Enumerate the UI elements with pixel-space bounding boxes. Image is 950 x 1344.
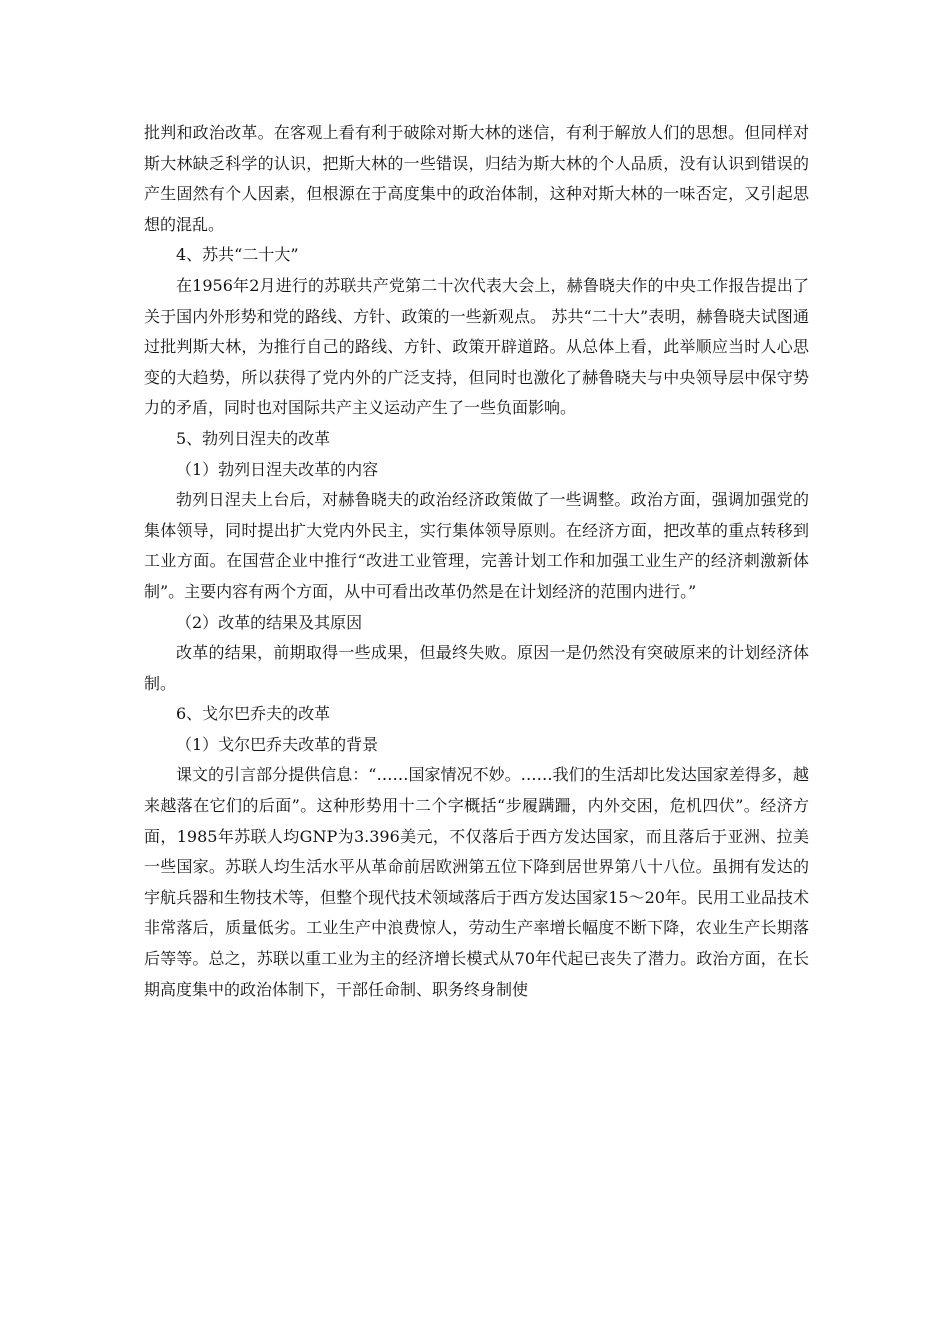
subheading-gorbachev-background: （1）戈尔巴乔夫改革的背景	[176, 734, 379, 754]
subheading-brezhnev-content: （1）勃列日涅夫改革的内容	[176, 459, 379, 479]
document-body	[144, 118, 809, 1005]
paragraph-twentieth-congress: 在1956年2月进行的苏联共产党第二十次代表大会上，赫鲁晓夫作的中央工作报告提出了关于国内外形势和党的路线、方针、政策的一些新观点。 苏共“二十大”表明，赫鲁晓夫试图通过批判斯大林，为推行自己的路线、方针、政策开辟道路。从总体上看，此举顺应当时人心思变的大趋势，所以获得了党内外的广泛支持，但同时也激化了赫鲁晓夫与中央领导层中保守势力的矛盾，同时也对国际共产主义运动产生了一些负面影响。	[144, 275, 809, 418]
paragraph-reform-result: 改革的结果，前期取得一些成果，但最终失败。原因一是仍然没有突破原来的计划经济体制。	[144, 643, 809, 693]
paragraph-gorbachev-background: 课文的引言部分提供信息：“……国家情况不妙。……我们的生活却比发达国家差得多，越来越落在它们的后面”。这种形势用十二个字概括“步履蹒跚，内外交困，危机四伏”。经济方面，1985年苏联人均GNP为3.396美元，不仅落后于西方发达国家，而且落后于亚洲、拉美一些国家。苏联人均生活水平从革命前居欧洲第五位下降到居世界第八十八位。虽拥有发达的宇航兵器和生物技术等，但整个现代技术领域落后于西方发达国家15～20年。民用工业品技术非常落后，质量低劣。工业生产中浪费惊人，劳动生产率增长幅度不断下降，农业生产长期落后等等。总之，苏联以重工业为主的经济增长模式从70年代起已丧失了潜力。政治方面，在长期高度集中的政治体制下，干部任命制、职务终身制使	[144, 765, 809, 999]
section-heading-4: 4、苏共“二十大”	[176, 245, 299, 265]
section-heading-5: 5、勃列日涅夫的改革	[176, 428, 331, 448]
paragraph-brezhnev-reform: 勃列日涅夫上台后，对赫鲁晓夫的政治经济政策做了一些调整。政治方面，强调加强党的集体领导，同时提出扩大党内外民主，实行集体领导原则。在经济方面，把改革的重点转移到工业方面。在国营企业中推行“改进工业管理，完善计划工作和加强工业生产的经济刺激新体制”。主要内容有两个方面，从中可看出改革仍然是在计划经济的范围内进行。”	[144, 490, 809, 601]
paragraph-continuation: 批判和政治改革。在客观上看有利于破除对斯大林的迷信，有利于解放人们的思想。但同样对斯大林缺乏科学的认识，把斯大林的一些错误，归结为斯大林的个人品质，没有认识到错误的产生固然有个人因素，但根源在于高度集中的政治体制，这种对斯大林的一味否定，又引起思想的混乱。	[144, 123, 809, 234]
subheading-reform-result: （2）改革的结果及其原因	[176, 612, 363, 632]
section-heading-6: 6、戈尔巴乔夫的改革	[176, 704, 331, 724]
